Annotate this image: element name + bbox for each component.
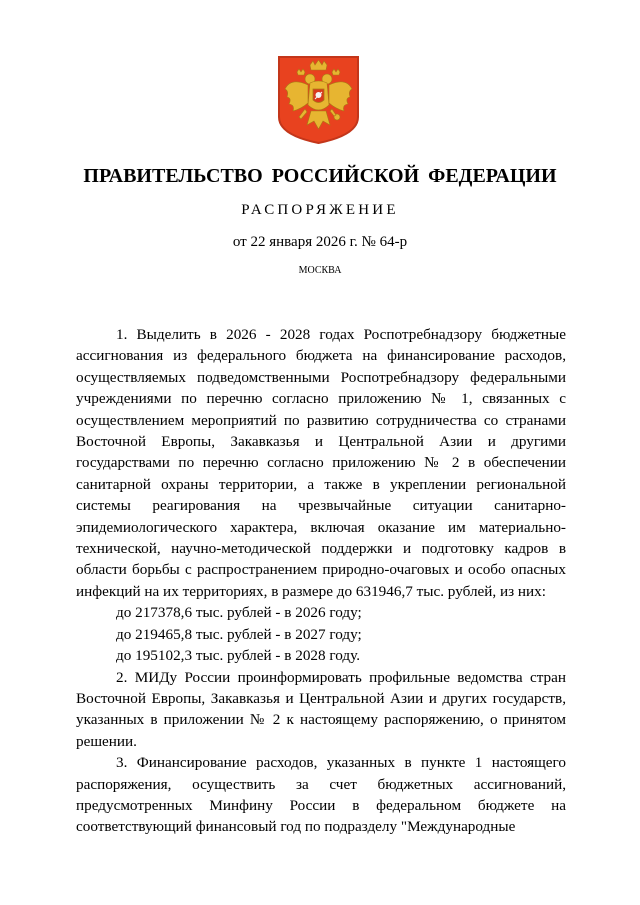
paragraph-3: 3. Финансирование расходов, указанных в пункте 1 настоящего распоряжения, осуществить за счет бюджетных ассигнований, предусмотренных Минфину России в федеральном бюджете на соответствующий финансовый год по подразделу "Международные — [76, 754, 566, 836]
amount-2027: до 219465,8 тыс. рублей - в 2027 году; — [116, 625, 362, 643]
document-body — [76, 324, 566, 838]
coat-of-arms-icon — [277, 55, 360, 145]
government-title: ПРАВИТЕЛЬСТВО РОССИЙСКОЙ ФЕДЕРАЦИИ — [83, 165, 557, 187]
document-date-number: от 22 января 2026 г. № 64-р — [232, 234, 408, 250]
document-type: РАСПОРЯЖЕНИЕ — [241, 202, 399, 218]
document-city: МОСКВА — [298, 265, 342, 276]
paragraph-1: 1. Выделить в 2026 - 2028 годах Роспотребнадзору бюджетные ассигнования из федерального бюджета на финансирование расходов, осуществляемых подведомственными Роспотребнадзору федеральными учреждениями по перечню согласно приложению № 1, связанных с осуществлением мероприятий по развитию сотрудничества со странами Восточной Европы, Закавказья и Центральной Азии и другими государствами по перечню согласно приложению № 2 в обеспечении санитарной охраны территории, а также в укреплении региональной системы реагирования на чрезвычайные ситуации санитарно-эпидемиологического характера, включая оказание им материально-технической, научно-методической поддержки и подготовку кадров в области борьбы с распространением природно-очаговых и особо опасных инфекций на их территориях, в размере до 631946,7 тыс. рублей, из них: — [76, 326, 566, 600]
paragraph-2: 2. МИДу России проинформировать профильные ведомства стран Восточной Европы, Закавказья и Центральной Азии и других государств, указанных в приложении № 2 к настоящему распоряжению, о принятом решении. — [76, 668, 566, 750]
amount-2026: до 217378,6 тыс. рублей - в 2026 году; — [116, 604, 362, 622]
amount-2028: до 195102,3 тыс. рублей - в 2028 году. — [116, 647, 361, 665]
